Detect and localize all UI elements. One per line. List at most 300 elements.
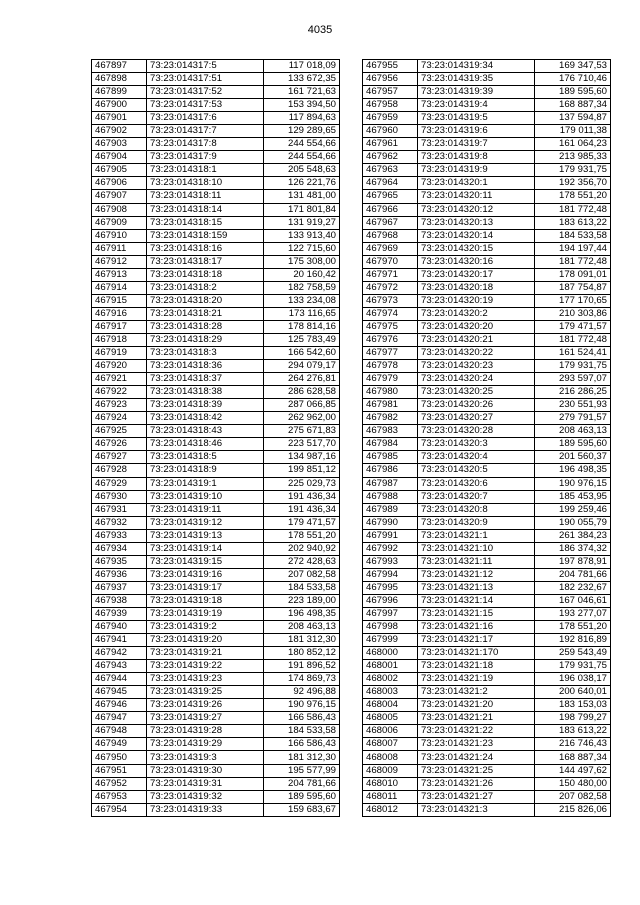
table-row — [92, 503, 340, 516]
row-number: 467980 — [363, 386, 418, 399]
cadastral-number: 73:23:014319:3 — [147, 751, 264, 764]
table-row — [92, 99, 340, 112]
row-number: 467962 — [363, 151, 418, 164]
cadastral-value: 199 851,12 — [264, 464, 340, 477]
cadastral-value: 204 781,66 — [535, 568, 611, 581]
table-row — [92, 764, 340, 777]
row-number: 467924 — [92, 412, 147, 425]
cadastral-number: 73:23:014320:15 — [418, 242, 535, 255]
cadastral-number: 73:23:014321:12 — [418, 568, 535, 581]
cadastral-value: 216 286,25 — [535, 386, 611, 399]
table-row — [363, 399, 611, 412]
cadastral-value: 133 672,35 — [264, 73, 340, 86]
row-number: 467958 — [363, 99, 418, 112]
table-row — [363, 699, 611, 712]
cadastral-number: 73:23:014319:22 — [147, 660, 264, 673]
cadastral-value: 177 170,65 — [535, 294, 611, 307]
cadastral-number: 73:23:014321:25 — [418, 764, 535, 777]
table-row — [363, 660, 611, 673]
cadastral-number: 73:23:014319:30 — [147, 764, 264, 777]
cadastral-value: 150 480,00 — [535, 777, 611, 790]
cadastral-value: 275 671,83 — [264, 425, 340, 438]
cadastral-value: 144 497,62 — [535, 764, 611, 777]
cadastral-value: 131 481,00 — [264, 190, 340, 203]
row-number: 468012 — [363, 803, 418, 816]
cadastral-number: 73:23:014321:22 — [418, 725, 535, 738]
row-number: 467955 — [363, 60, 418, 73]
row-number: 468006 — [363, 725, 418, 738]
page-number: 4035 — [307, 24, 333, 36]
table-row — [92, 790, 340, 803]
cadastral-number: 73:23:014318:9 — [147, 464, 264, 477]
cadastral-number: 73:23:014318:42 — [147, 412, 264, 425]
row-number: 467941 — [92, 634, 147, 647]
table-row — [92, 725, 340, 738]
cadastral-value: 184 533,58 — [264, 725, 340, 738]
table-row — [363, 177, 611, 190]
cadastral-value: 202 940,92 — [264, 542, 340, 555]
cadastral-value: 178 814,16 — [264, 320, 340, 333]
table-row — [363, 190, 611, 203]
cadastral-value: 126 221,76 — [264, 177, 340, 190]
table-row — [363, 542, 611, 555]
cadastral-value: 190 976,15 — [535, 477, 611, 490]
cadastral-number: 73:23:014319:28 — [147, 725, 264, 738]
cadastral-number: 73:23:014318:28 — [147, 320, 264, 333]
cadastral-value: 181 312,30 — [264, 634, 340, 647]
cadastral-number: 73:23:014317:52 — [147, 86, 264, 99]
cadastral-number: 73:23:014319:5 — [418, 112, 535, 125]
cadastral-value: 293 597,07 — [535, 373, 611, 386]
cadastral-number: 73:23:014319:33 — [147, 803, 264, 816]
row-number: 467999 — [363, 634, 418, 647]
cadastral-number: 73:23:014321:11 — [418, 555, 535, 568]
cadastral-value: 191 896,52 — [264, 660, 340, 673]
cadastral-number: 73:23:014319:17 — [147, 581, 264, 594]
table-row — [92, 673, 340, 686]
row-number: 467950 — [92, 751, 147, 764]
table-row — [363, 99, 611, 112]
row-number: 467911 — [92, 242, 147, 255]
row-number: 467918 — [92, 333, 147, 346]
table-row — [363, 503, 611, 516]
cadastral-value: 187 754,87 — [535, 281, 611, 294]
row-number: 468001 — [363, 660, 418, 673]
row-number: 468008 — [363, 751, 418, 764]
table-row — [363, 555, 611, 568]
cadastral-value: 191 436,34 — [264, 490, 340, 503]
row-number: 467966 — [363, 203, 418, 216]
table-row — [92, 634, 340, 647]
row-number: 467971 — [363, 268, 418, 281]
cadastral-number: 73:23:014321:1 — [418, 529, 535, 542]
cadastral-value: 196 498,35 — [264, 607, 340, 620]
table-row — [92, 464, 340, 477]
cadastral-value: 179 471,57 — [535, 320, 611, 333]
cadastral-value: 287 066,85 — [264, 399, 340, 412]
row-number: 467912 — [92, 255, 147, 268]
cadastral-number: 73:23:014319:20 — [147, 634, 264, 647]
row-number: 467938 — [92, 594, 147, 607]
row-number: 467921 — [92, 373, 147, 386]
cadastral-number: 73:23:014321:21 — [418, 712, 535, 725]
cadastral-value: 198 799,27 — [535, 712, 611, 725]
cadastral-number: 73:23:014321:14 — [418, 594, 535, 607]
cadastral-number: 73:23:014321:17 — [418, 634, 535, 647]
cadastral-value: 200 640,01 — [535, 686, 611, 699]
cadastral-number: 73:23:014319:18 — [147, 594, 264, 607]
row-number: 467939 — [92, 607, 147, 620]
cadastral-number: 73:23:014320:3 — [418, 438, 535, 451]
cadastral-value: 189 595,60 — [264, 790, 340, 803]
cadastral-value: 272 428,63 — [264, 555, 340, 568]
row-number: 467935 — [92, 555, 147, 568]
cadastral-number: 73:23:014318:36 — [147, 360, 264, 373]
row-number: 467988 — [363, 490, 418, 503]
cadastral-value: 161 064,23 — [535, 138, 611, 151]
table-row — [363, 86, 611, 99]
row-number: 467903 — [92, 138, 147, 151]
table-row — [363, 581, 611, 594]
table-row — [363, 712, 611, 725]
cadastral-value: 192 816,89 — [535, 634, 611, 647]
cadastral-number: 73:23:014321:18 — [418, 660, 535, 673]
cadastral-value: 199 259,46 — [535, 503, 611, 516]
cadastral-number: 73:23:014320:2 — [418, 307, 535, 320]
cadastral-value: 179 931,75 — [535, 360, 611, 373]
cadastral-value: 223 517,70 — [264, 438, 340, 451]
cadastral-value: 192 356,70 — [535, 177, 611, 190]
cadastral-value: 178 091,01 — [535, 268, 611, 281]
cadastral-value: 181 312,30 — [264, 751, 340, 764]
cadastral-value: 264 276,81 — [264, 373, 340, 386]
cadastral-number: 73:23:014317:7 — [147, 125, 264, 138]
table-row — [92, 490, 340, 503]
cadastral-number: 73:23:014319:4 — [418, 99, 535, 112]
cadastral-number: 73:23:014317:9 — [147, 151, 264, 164]
cadastral-value: 92 496,88 — [264, 686, 340, 699]
cadastral-number: 73:23:014321:170 — [418, 647, 535, 660]
row-number: 467900 — [92, 99, 147, 112]
cadastral-value: 181 772,48 — [535, 255, 611, 268]
cadastral-number: 73:23:014319:12 — [147, 516, 264, 529]
cadastral-number: 73:23:014318:3 — [147, 347, 264, 360]
cadastral-number: 73:23:014320:7 — [418, 490, 535, 503]
cadastral-number: 73:23:014321:23 — [418, 738, 535, 751]
row-number: 467915 — [92, 294, 147, 307]
row-number: 467944 — [92, 673, 147, 686]
cadastral-value: 184 533,58 — [535, 229, 611, 242]
row-number: 467990 — [363, 516, 418, 529]
table-row — [92, 647, 340, 660]
cadastral-value: 117 018,09 — [264, 60, 340, 73]
cadastral-number: 73:23:014318:159 — [147, 229, 264, 242]
row-number: 468007 — [363, 738, 418, 751]
row-number: 468002 — [363, 673, 418, 686]
row-number: 467981 — [363, 399, 418, 412]
row-number: 467954 — [92, 803, 147, 816]
table-row — [363, 634, 611, 647]
row-number: 467949 — [92, 738, 147, 751]
table-row — [363, 738, 611, 751]
row-number: 467965 — [363, 190, 418, 203]
cadastral-number: 73:23:014319:32 — [147, 790, 264, 803]
cadastral-value: 183 613,22 — [535, 216, 611, 229]
cadastral-number: 73:23:014319:6 — [418, 125, 535, 138]
row-number: 467920 — [92, 360, 147, 373]
row-number: 467914 — [92, 281, 147, 294]
table-row — [92, 777, 340, 790]
row-number: 467969 — [363, 242, 418, 255]
row-number: 467952 — [92, 777, 147, 790]
cadastral-value: 261 384,23 — [535, 529, 611, 542]
cadastral-number: 73:23:014320:20 — [418, 320, 535, 333]
row-number: 467929 — [92, 477, 147, 490]
cadastral-number: 73:23:014318:2 — [147, 281, 264, 294]
table-row — [92, 242, 340, 255]
table-row — [92, 803, 340, 816]
cadastral-number: 73:23:014320:4 — [418, 451, 535, 464]
cadastral-number: 73:23:014319:27 — [147, 712, 264, 725]
table-row — [92, 60, 340, 73]
table-row — [363, 203, 611, 216]
row-number: 467930 — [92, 490, 147, 503]
cadastral-value: 193 277,07 — [535, 607, 611, 620]
cadastral-value: 175 308,00 — [264, 255, 340, 268]
cadastral-value: 196 038,17 — [535, 673, 611, 686]
cadastral-value: 208 463,13 — [264, 621, 340, 634]
cadastral-value: 184 533,58 — [264, 581, 340, 594]
table-row — [92, 686, 340, 699]
cadastral-number: 73:23:014318:11 — [147, 190, 264, 203]
table-row — [92, 477, 340, 490]
cadastral-value: 161 524,41 — [535, 347, 611, 360]
table-row — [363, 477, 611, 490]
table-row — [92, 751, 340, 764]
cadastral-number: 73:23:014318:21 — [147, 307, 264, 320]
cadastral-number: 73:23:014319:35 — [418, 73, 535, 86]
cadastral-number: 73:23:014317:5 — [147, 60, 264, 73]
row-number: 467987 — [363, 477, 418, 490]
row-number: 467934 — [92, 542, 147, 555]
cadastral-value: 286 628,58 — [264, 386, 340, 399]
table-row — [363, 725, 611, 738]
table-row — [363, 751, 611, 764]
row-number: 467961 — [363, 138, 418, 151]
cadastral-number: 73:23:014319:26 — [147, 699, 264, 712]
cadastral-value: 207 082,58 — [264, 568, 340, 581]
row-number: 467902 — [92, 125, 147, 138]
cadastral-number: 73:23:014317:53 — [147, 99, 264, 112]
table-row — [92, 542, 340, 555]
table-row — [92, 660, 340, 673]
table-row — [363, 686, 611, 699]
cadastral-number: 73:23:014318:29 — [147, 333, 264, 346]
table-row — [363, 138, 611, 151]
table-row — [92, 451, 340, 464]
row-number: 468004 — [363, 699, 418, 712]
cadastral-number: 73:23:014318:15 — [147, 216, 264, 229]
row-number: 467906 — [92, 177, 147, 190]
table-row — [92, 621, 340, 634]
table-row — [363, 516, 611, 529]
cadastral-number: 73:23:014319:25 — [147, 686, 264, 699]
cadastral-value: 178 551,20 — [264, 529, 340, 542]
cadastral-number: 73:23:014320:16 — [418, 255, 535, 268]
row-number: 467989 — [363, 503, 418, 516]
cadastral-number: 73:23:014319:14 — [147, 542, 264, 555]
row-number: 467945 — [92, 686, 147, 699]
row-number: 468005 — [363, 712, 418, 725]
table-row — [92, 373, 340, 386]
row-number: 467996 — [363, 594, 418, 607]
row-number: 467968 — [363, 229, 418, 242]
cadastral-value: 190 976,15 — [264, 699, 340, 712]
cadastral-value: 183 153,03 — [535, 699, 611, 712]
cadastral-number: 73:23:014319:8 — [418, 151, 535, 164]
cadastral-number: 73:23:014319:2 — [147, 621, 264, 634]
row-number: 467936 — [92, 568, 147, 581]
row-number: 467984 — [363, 438, 418, 451]
cadastral-number: 73:23:014318:16 — [147, 242, 264, 255]
row-number: 467982 — [363, 412, 418, 425]
cadastral-number: 73:23:014320:13 — [418, 216, 535, 229]
row-number: 467932 — [92, 516, 147, 529]
cadastral-number: 73:23:014320:11 — [418, 190, 535, 203]
cadastral-number: 73:23:014318:5 — [147, 451, 264, 464]
row-number: 467925 — [92, 425, 147, 438]
cadastral-number: 73:23:014321:3 — [418, 803, 535, 816]
cadastral-value: 131 919,27 — [264, 216, 340, 229]
cadastral-value: 159 683,67 — [264, 803, 340, 816]
table-row — [363, 333, 611, 346]
cadastral-value: 182 758,59 — [264, 281, 340, 294]
cadastral-value: 180 852,12 — [264, 647, 340, 660]
row-number: 467986 — [363, 464, 418, 477]
row-number: 467928 — [92, 464, 147, 477]
cadastral-value: 207 082,58 — [535, 790, 611, 803]
table-row — [92, 112, 340, 125]
cadastral-number: 73:23:014320:23 — [418, 360, 535, 373]
table-row — [363, 790, 611, 803]
row-number: 467899 — [92, 86, 147, 99]
table-row — [92, 268, 340, 281]
row-number: 467951 — [92, 764, 147, 777]
cadastral-value: 190 055,79 — [535, 516, 611, 529]
cadastral-value: 181 772,48 — [535, 333, 611, 346]
cadastral-value: 185 453,95 — [535, 490, 611, 503]
cadastral-value: 205 548,63 — [264, 164, 340, 177]
cadastral-value: 223 189,00 — [264, 594, 340, 607]
row-number: 467995 — [363, 581, 418, 594]
cadastral-number: 73:23:014320:14 — [418, 229, 535, 242]
table-row — [363, 229, 611, 242]
cadastral-value: 230 551,93 — [535, 399, 611, 412]
cadastral-value: 153 394,50 — [264, 99, 340, 112]
cadastral-value: 129 289,65 — [264, 125, 340, 138]
cadastral-number: 73:23:014318:39 — [147, 399, 264, 412]
cadastral-value: 166 586,43 — [264, 738, 340, 751]
table-row — [363, 320, 611, 333]
table-row — [92, 320, 340, 333]
table-row — [92, 360, 340, 373]
table-row — [363, 242, 611, 255]
cadastral-value: 244 554,66 — [264, 138, 340, 151]
table-row — [363, 464, 611, 477]
cadastral-number: 73:23:014320:17 — [418, 268, 535, 281]
cadastral-number: 73:23:014320:5 — [418, 464, 535, 477]
cadastral-value: 213 985,33 — [535, 151, 611, 164]
cadastral-number: 73:23:014318:38 — [147, 386, 264, 399]
cadastral-number: 73:23:014321:24 — [418, 751, 535, 764]
row-number: 467967 — [363, 216, 418, 229]
cadastral-value: 176 710,46 — [535, 73, 611, 86]
cadastral-number: 73:23:014319:1 — [147, 477, 264, 490]
cadastral-number: 73:23:014318:17 — [147, 255, 264, 268]
row-number: 467973 — [363, 294, 418, 307]
cadastral-number: 73:23:014318:18 — [147, 268, 264, 281]
cadastral-number: 73:23:014320:1 — [418, 177, 535, 190]
cadastral-number: 73:23:014317:6 — [147, 112, 264, 125]
table-row — [92, 568, 340, 581]
cadastral-number: 73:23:014319:10 — [147, 490, 264, 503]
registry-table-right — [362, 59, 611, 817]
row-number: 467998 — [363, 621, 418, 634]
cadastral-number: 73:23:014320:24 — [418, 373, 535, 386]
cadastral-number: 73:23:014320:9 — [418, 516, 535, 529]
cadastral-number: 73:23:014319:39 — [418, 86, 535, 99]
cadastral-value: 196 498,35 — [535, 464, 611, 477]
table-row — [92, 177, 340, 190]
cadastral-value: 262 962,00 — [264, 412, 340, 425]
row-number: 467898 — [92, 73, 147, 86]
table-row — [92, 347, 340, 360]
cadastral-number: 73:23:014321:19 — [418, 673, 535, 686]
table-row — [363, 490, 611, 503]
row-number: 467994 — [363, 568, 418, 581]
cadastral-value: 189 595,60 — [535, 86, 611, 99]
row-number: 467991 — [363, 529, 418, 542]
table-row — [92, 581, 340, 594]
row-number: 467940 — [92, 621, 147, 634]
cadastral-value: 179 931,75 — [535, 660, 611, 673]
cadastral-value: 179 011,38 — [535, 125, 611, 138]
cadastral-value: 191 436,34 — [264, 503, 340, 516]
cadastral-value: 171 801,84 — [264, 203, 340, 216]
row-number: 467927 — [92, 451, 147, 464]
table-row — [363, 764, 611, 777]
cadastral-number: 73:23:014318:10 — [147, 177, 264, 190]
row-number: 467901 — [92, 112, 147, 125]
cadastral-value: 201 560,37 — [535, 451, 611, 464]
table-row — [92, 555, 340, 568]
row-number: 467907 — [92, 190, 147, 203]
cadastral-value: 210 303,86 — [535, 307, 611, 320]
cadastral-value: 279 791,57 — [535, 412, 611, 425]
cadastral-value: 173 116,65 — [264, 307, 340, 320]
cadastral-value: 225 029,73 — [264, 477, 340, 490]
table-row — [363, 268, 611, 281]
table-row — [363, 621, 611, 634]
table-row — [92, 607, 340, 620]
row-number: 468010 — [363, 777, 418, 790]
cadastral-number: 73:23:014319:19 — [147, 607, 264, 620]
cadastral-number: 73:23:014320:12 — [418, 203, 535, 216]
cadastral-number: 73:23:014321:2 — [418, 686, 535, 699]
row-number: 467979 — [363, 373, 418, 386]
table-row — [92, 229, 340, 242]
table-row — [363, 529, 611, 542]
